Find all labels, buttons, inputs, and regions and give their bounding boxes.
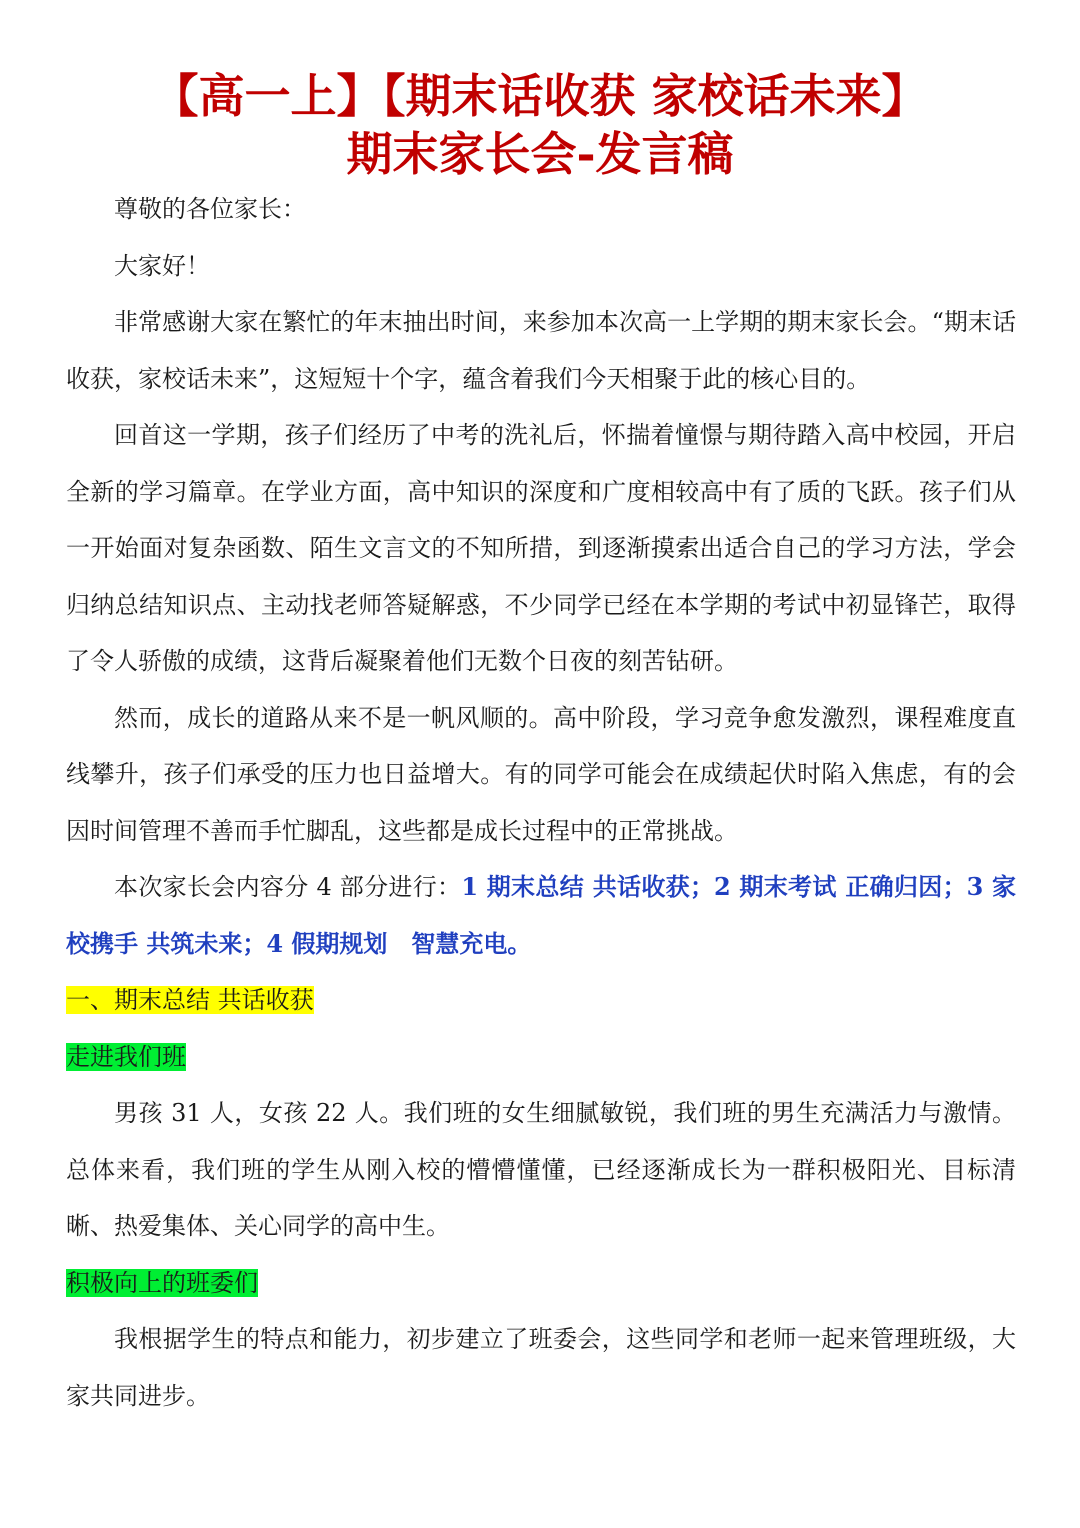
subsection-heading-committee [66, 1255, 1016, 1312]
paragraph-intro: 非常感谢大家在繁忙的年末抽出时间，来参加本次高一上学期的期末家长会。“期末话收获，家校话未来”，这短短十个字，蕴含着我们今天相聚于此的核心目的。 [66, 308, 1016, 393]
paragraph-review: 回首这一学期，孩子们经历了中考的洗礼后，怀揣着憧憬与期待踏入高中校园，开启全新的学习篇章。在学业方面，高中知识的深度和广度相较高中有了质的飞跃。孩子们从一开始面对复杂函数、陌生文言文的不知所措，到逐渐摸索出适合自己的学习方法，学会归纳总结知识点、主动找老师答疑解惑，不少同学已经在本学期的考试中初显锋芒，取得了令人骄傲的成绩，这背后凝聚着他们无数个日夜的刻苦钻研。 [66, 421, 1016, 675]
document-title-line-2: 期末家长会-发言稿 [346, 127, 734, 181]
paragraph-agenda [66, 859, 1016, 972]
document-title-line-1: 【高一上】【期末话收获 家校话未来】 [152, 69, 928, 123]
hello: 大家好！ [114, 251, 210, 280]
paragraph-class-intro: 男孩 31 人，女孩 22 人。我们班的女生细腻敏锐，我们班的男生充满活力与激情。总体来看，我们班的学生从刚入校的懵懵懂懂，已经逐渐成长为一群积极阳光、目标清晰、热爱集体、关心同学的高中生。 [66, 1099, 1016, 1240]
section-heading-1-text: 一、期末总结 共话收获 [66, 986, 314, 1014]
section-heading-1 [66, 972, 1016, 1029]
subsection-heading-class [66, 1029, 1016, 1086]
agenda-prefix: 本次家长会内容分 4 部分进行： [114, 873, 462, 901]
paragraph-challenges: 然而，成长的道路从来不是一帆风顺的。高中阶段，学习竞争愈发激烈，课程难度直线攀升，孩子们承受的压力也日益增大。有的同学可能会在成绩起伏时陷入焦虑，有的会因时间管理不善而手忙脚乱，这些都是成长过程中的正常挑战。 [66, 703, 1016, 845]
subsection-heading-class-text: 走进我们班 [66, 1042, 186, 1071]
paragraph-committee: 我根据学生的特点和能力，初步建立了班委会，这些同学和老师一起来管理班级，大家共同进步。 [66, 1325, 1016, 1410]
subsection-heading-committee-text: 积极向上的班委们 [66, 1268, 258, 1297]
agenda-items: 1 期末总结 共话收获；2 期末考试 正确归因；3 家校携手 共筑未来；4 假期规划 智慧充电。 [66, 872, 1016, 958]
document-body [66, 181, 1016, 1424]
greeting: 尊敬的各位家长： [114, 195, 306, 223]
